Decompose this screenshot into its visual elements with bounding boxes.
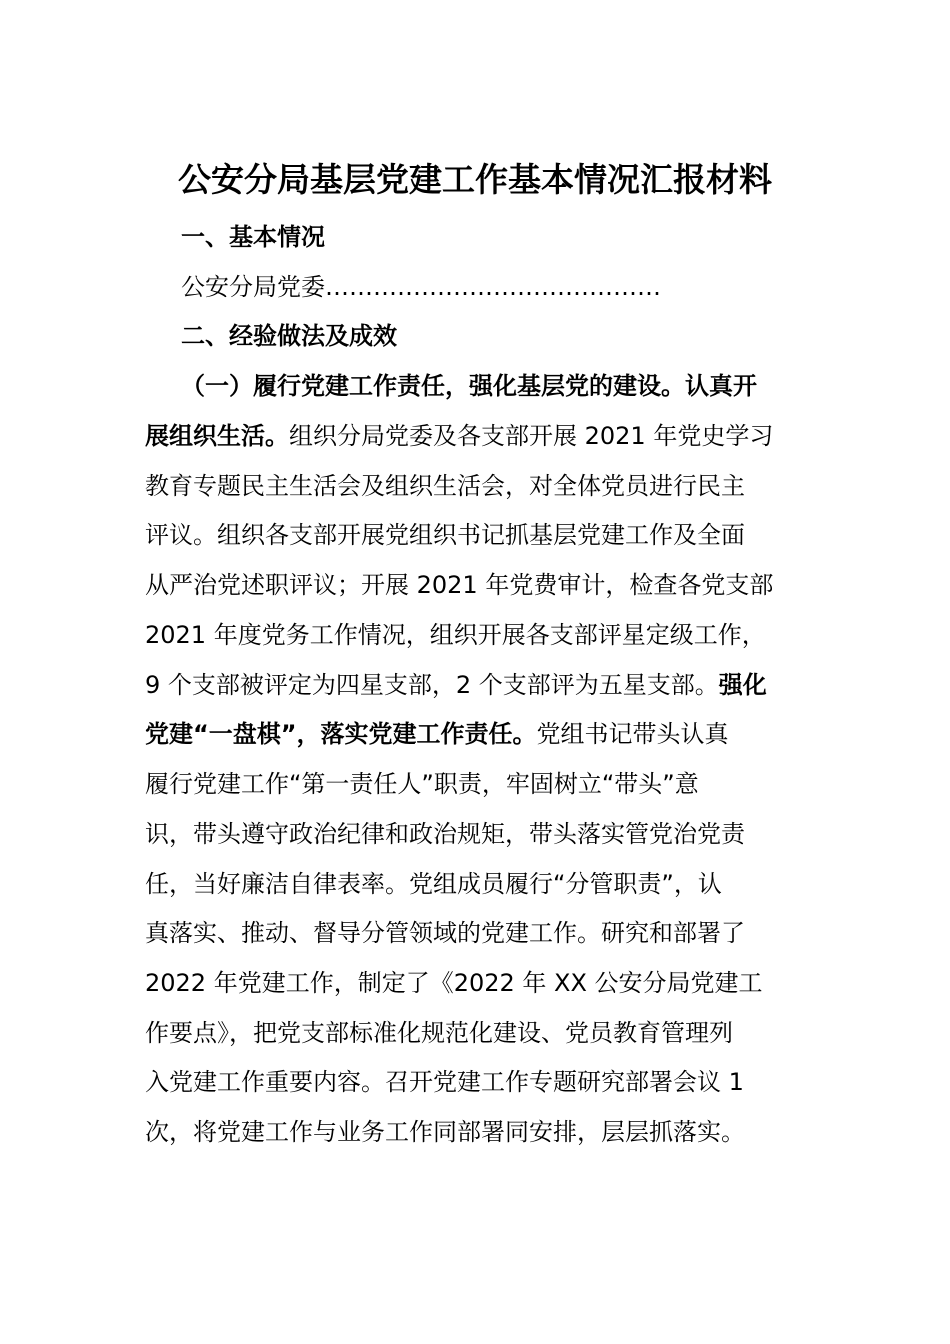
paragraph-line: 教育专题民主生活会及组织生活会，对全体党员进行民主 <box>145 472 745 500</box>
paragraph-line <box>145 416 773 456</box>
paragraph-line: 入党建工作重要内容。召开党建工作专题研究部署会议 1 <box>145 1068 744 1096</box>
paragraph-line: 真落实、推动、督导分管领域的党建工作。研究和部署了 <box>145 919 745 947</box>
inline-text: 9 个支部被评定为四星支部，2 个支部评为五星支部。 <box>145 671 719 699</box>
paragraph-line: 作要点》，把党支部标准化规范化建设、党员教育管理列 <box>145 1019 733 1047</box>
section-heading-basic: 一、基本情况 <box>181 223 325 251</box>
paragraph-line: （一）履行党建工作责任，强化基层党的建设。认真开 <box>181 372 757 400</box>
inline-text: 党组书记带头认真 <box>536 720 729 748</box>
paragraph-line: 从严治党述职评议；开展 2021 年党费审计，检查各党支部 <box>145 571 774 599</box>
inline-text: 组织分局党委及各支部开展 2021 年党史学习 <box>289 422 774 450</box>
inline-bold-phrase: 党建“一盘棋”，落实党建工作责任。 <box>145 720 537 748</box>
inline-bold-phrase: 强化 <box>718 671 767 699</box>
paragraph-line: 次，将党建工作与业务工作同部署同安排，层层抓落实。 <box>145 1118 745 1146</box>
paragraph-line <box>145 714 729 754</box>
paragraph-line: 2021 年度党务工作情况，组织开展各支部评星定级工作， <box>145 621 766 649</box>
paragraph-line: 识，带头遵守政治纪律和政治规矩，带头落实管党治党责 <box>145 820 745 848</box>
overview-text: 公安分局党委…………………………………… <box>181 273 661 301</box>
paragraph-line: 履行党建工作“第一责任人”职责，牢固树立“带头”意 <box>145 770 699 798</box>
paragraph-line <box>145 665 767 705</box>
paragraph-line: 评议。组织各支部开展党组织书记抓基层党建工作及全面 <box>145 521 745 549</box>
section-heading-experience: 二、经验做法及成效 <box>181 322 397 350</box>
inline-bold-phrase: 展组织生活。 <box>145 422 289 450</box>
paragraph-line: 2022 年党建工作，制定了《2022 年 XX 公安分局党建工 <box>145 969 763 997</box>
paragraph-line: 任，当好廉洁自律表率。党组成员履行“分管职责”，认 <box>145 870 722 898</box>
document-title: 公安分局基层党建工作基本情况汇报材料 <box>178 160 772 199</box>
